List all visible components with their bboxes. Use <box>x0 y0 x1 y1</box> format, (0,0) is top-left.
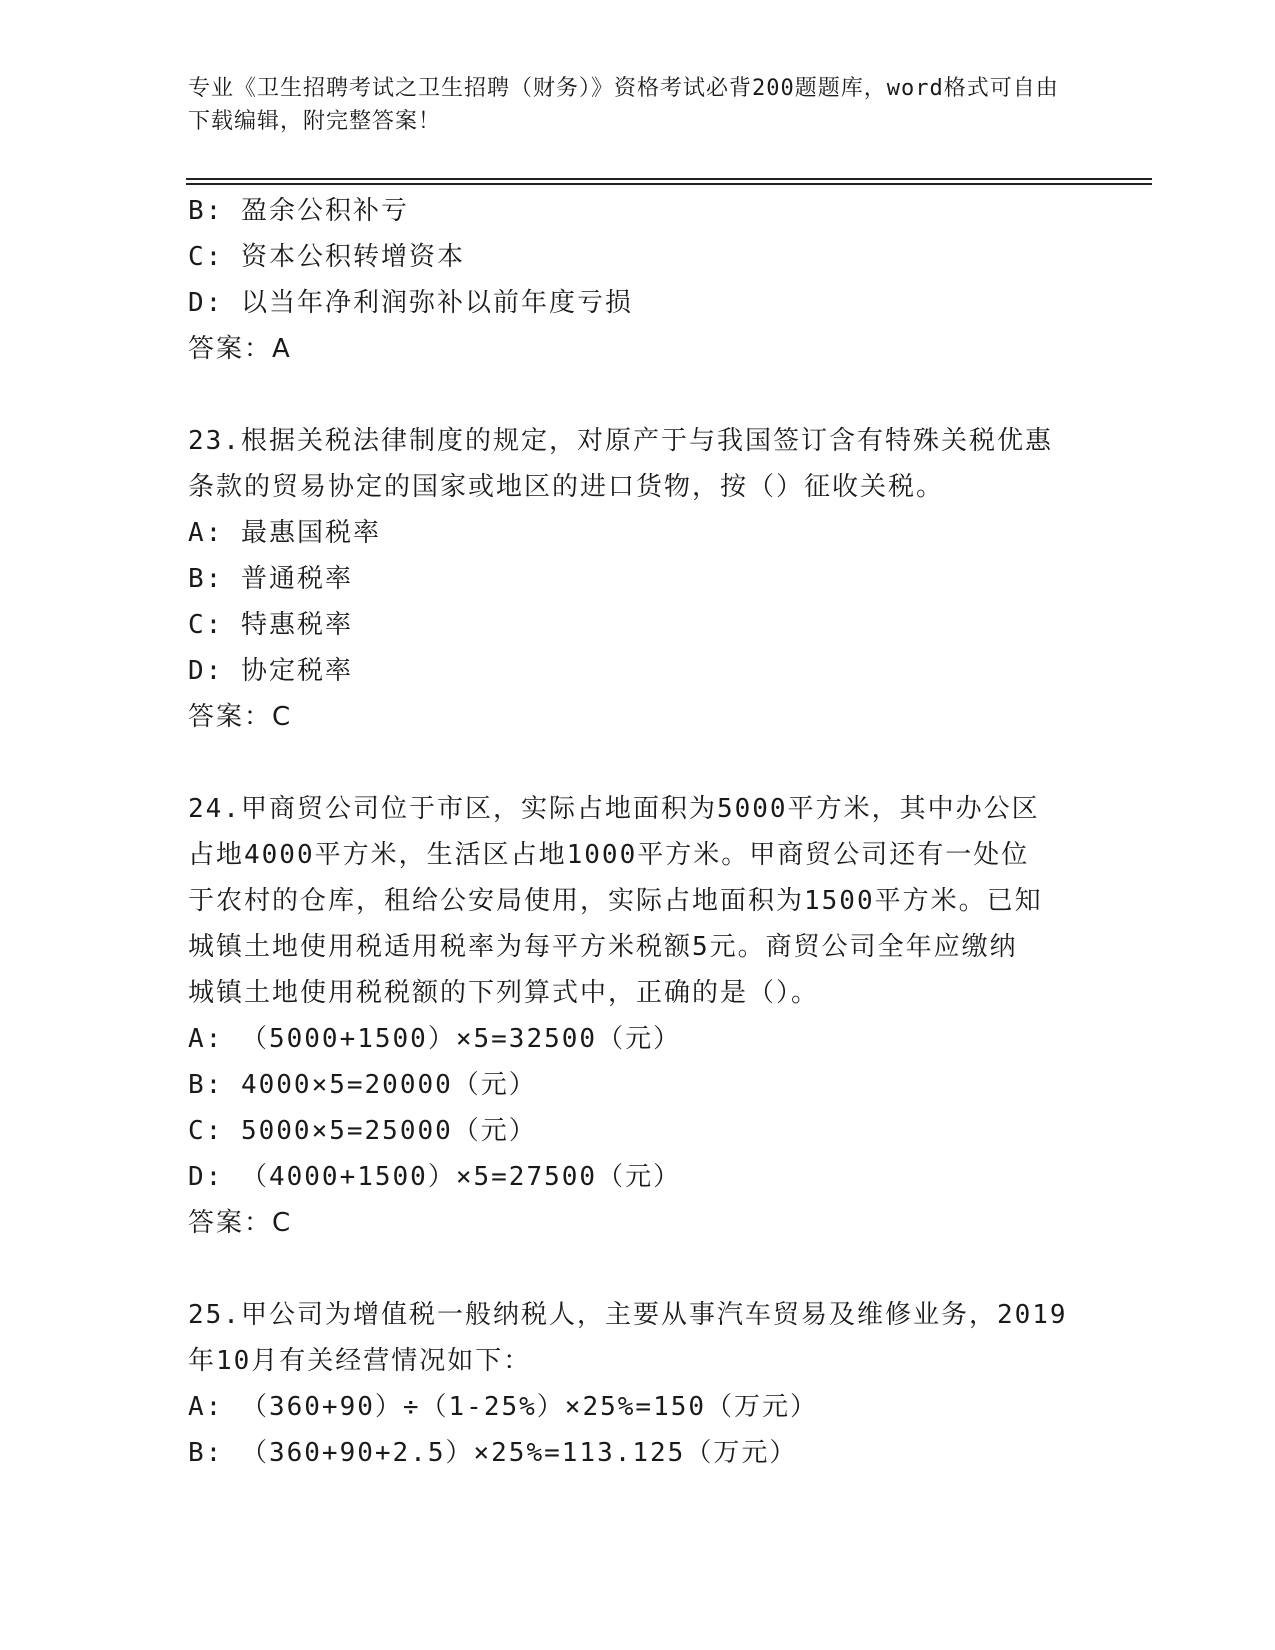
option-d: D: （4000+1500）×5=27500（元） <box>188 1162 682 1192</box>
option-d: D: 以当年净利润弥补以前年度亏损 <box>188 288 633 318</box>
question-23 <box>188 418 1088 740</box>
question-25 <box>188 1292 1088 1476</box>
option-a: A: （5000+1500）×5=32500（元） <box>188 1024 682 1054</box>
option-b: B: 普通税率 <box>188 564 353 594</box>
prev-question-options <box>188 188 1088 372</box>
option-a: A: 最惠国税率 <box>188 518 381 548</box>
header-divider-top <box>186 178 1152 180</box>
option-b: B: （360+90+2.5）×25%=113.125（万元） <box>188 1438 798 1468</box>
option-b: B: 4000×5=20000（元） <box>188 1070 537 1100</box>
question-text-line: 城镇土地使用税适用税率为每平方米税额5元。商贸公司全年应缴纳 <box>188 932 1018 962</box>
answer-line: 答案：A <box>188 334 292 364</box>
question-text-line: 25.甲公司为增值税一般纳税人，主要从事汽车贸易及维修业务，2019 <box>188 1300 1068 1330</box>
question-text-line: 条款的贸易协定的国家或地区的进口货物，按（）征收关税。 <box>188 472 945 502</box>
question-text-line: 23.根据关税法律制度的规定，对原产于与我国签订含有特殊关税优惠 <box>188 426 1053 456</box>
header-divider-bottom <box>186 183 1152 185</box>
option-d: D: 协定税率 <box>188 656 353 686</box>
answer-line: 答案：C <box>188 1208 293 1238</box>
document-header: 专业《卫生招聘考试之卫生招聘（财务）》资格考试必背200题题库，word格式可自由下载编辑，附完整答案！ <box>188 76 1059 134</box>
option-c: C: 5000×5=25000（元） <box>188 1116 537 1146</box>
answer-line: 答案：C <box>188 702 293 732</box>
question-text-line: 年10月有关经营情况如下： <box>188 1346 532 1376</box>
question-text-line: 城镇土地使用税税额的下列算式中，正确的是（）。 <box>188 978 820 1008</box>
option-c: C: 特惠税率 <box>188 610 353 640</box>
question-text-line: 24.甲商贸公司位于市区，实际占地面积为5000平方米，其中办公区 <box>188 794 1040 824</box>
option-b: B: 盈余公积补亏 <box>188 196 409 226</box>
question-24 <box>188 786 1088 1246</box>
option-a: A: （360+90）÷（1-25%）×25%=150（万元） <box>188 1392 819 1422</box>
question-text-line: 占地4000平方米，生活区占地1000平方米。甲商贸公司还有一处位 <box>188 840 1030 870</box>
question-list <box>188 188 1088 1476</box>
question-text-line: 于农村的仓库，租给公安局使用，实际占地面积为1500平方米。已知 <box>188 886 1043 916</box>
option-c: C: 资本公积转增资本 <box>188 242 465 272</box>
